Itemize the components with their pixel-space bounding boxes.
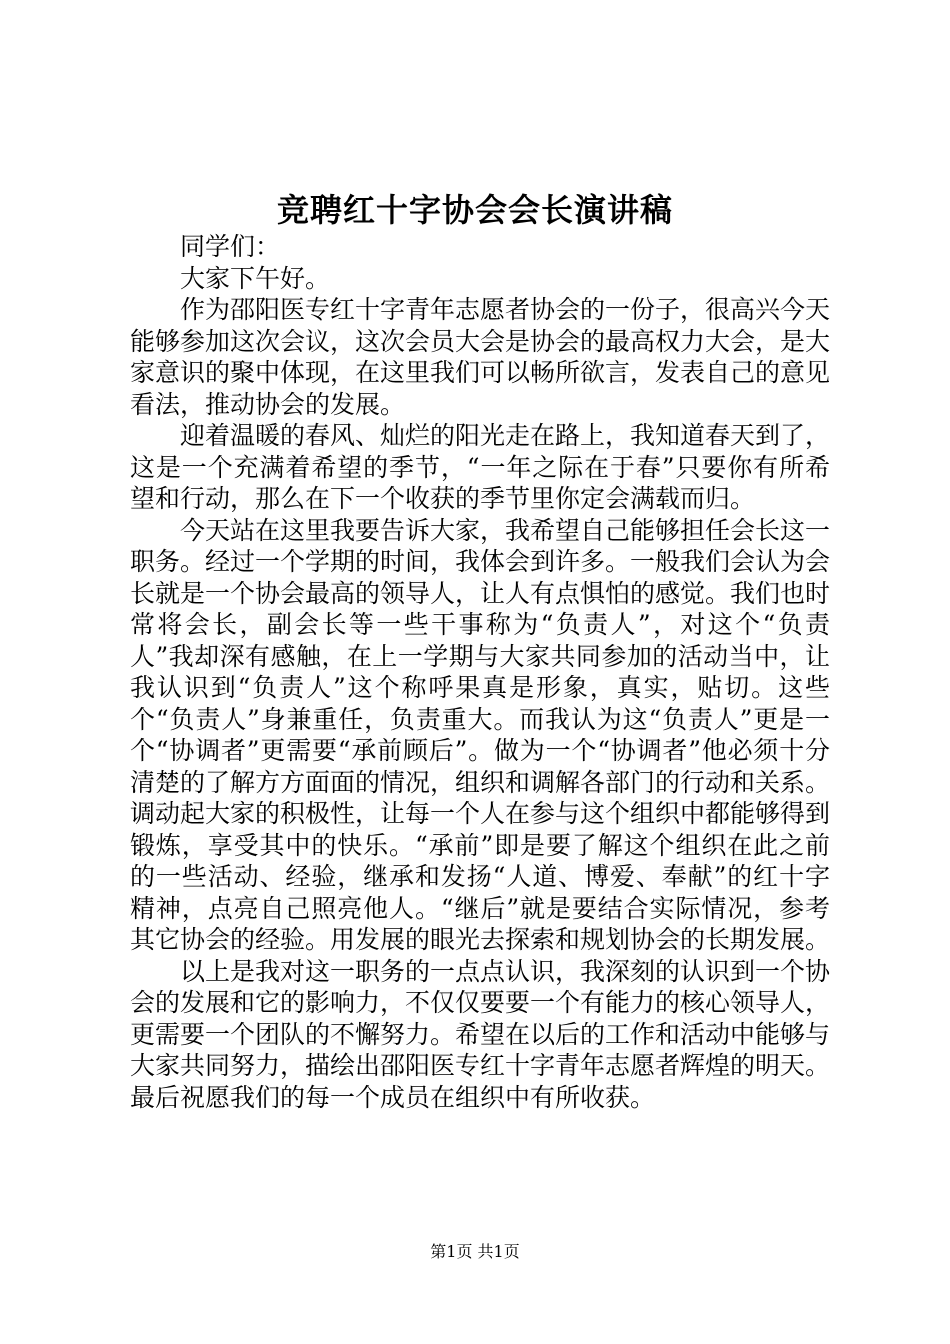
body-paragraph: 迎着温暖的春风、灿烂的阳光走在路上，我知道春天到了，这是一个充满着希望的季节，“一年之际在于春”只要你有所希望和行动，那么在下一个收获的季节里你定会满载而归。: [130, 421, 831, 513]
document-title: 竞聘红十字协会会长演讲稿: [276, 191, 673, 229]
body-paragraph: 今天站在这里我要告诉大家，我希望自己能够担任会长这一职务。经过一个学期的时间，我体会到许多。一般我们会认为会长就是一个协会最高的领导人，让人有点惧怕的感觉。我们也时常将会长，副会长等一些干事称为“负责人”，对这个“负责人”我却深有感触，在上一学期与大家共同参加的活动当中，让我认识到“负责人”这个称呼果真是形象，真实，贴切。这些个“负责人”身兼重任，负责重大。而我认为这“负责人”更是一个“协调者”更需要“承前顾后”。做为一个“协调者”他必须十分清楚的了解方方面面的情况，组织和调解各部门的行动和关系。调动起大家的积极性，让每一个人在参与这个组织中都能够得到锻炼，享受其中的快乐。“承前”即是要了解这个组织在此之前的一些活动、经验，继承和发扬“人道、博爱、奉献”的红十字精神，点亮自己照亮他人。“继后”就是要结合实际情况，参考其它协会的经验。用发展的眼光去探索和规划协会的长期发展。: [130, 515, 831, 954]
greeting-paragraph: 同学们：: [180, 232, 281, 261]
body-paragraph: 作为邵阳医专红十字青年志愿者协会的一份子，很高兴今天能够参加这次会议，这次会员大会是协会的最高权力大会，是大家意识的聚中体现，在这里我们可以畅所欲言，发表自己的意见看法，推动协会的发展。: [130, 295, 831, 419]
salutation-paragraph: 大家下午好。: [180, 263, 331, 293]
closing-paragraph: 以上是我对这一职务的一点点认识，我深刻的认识到一个协会的发展和它的影响力，不仅仅要要一个有能力的核心领导人，更需要一个团队的不懈努力。希望在以后的工作和活动中能够与大家共同努力，描绘出邵阳医专红十字青年志愿者辉煌的明天。最后祝愿我们的每一个成员在组织中有所收获。: [130, 956, 831, 1112]
document-body: [130, 231, 830, 1113]
page-number-footer: 第1页 共1页: [430, 1242, 520, 1261]
